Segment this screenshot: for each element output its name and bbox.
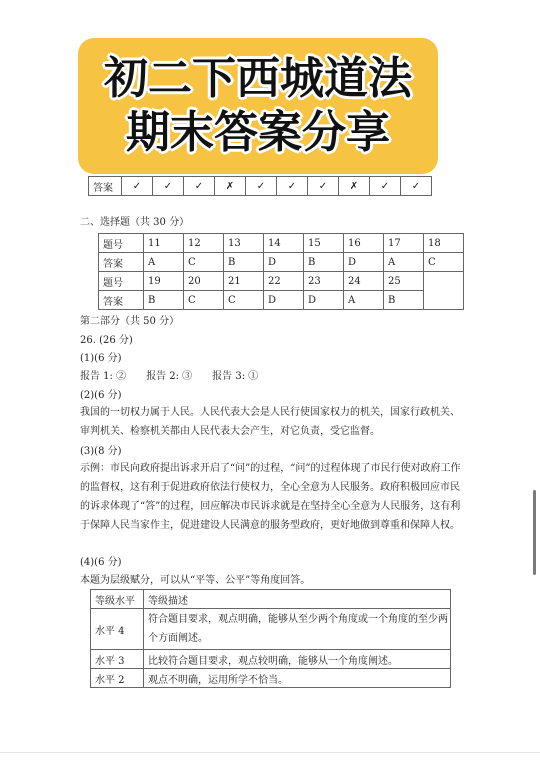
- judge-answer-table: [88, 176, 432, 196]
- report-answers: 报告 1: ② 报告 2: ③ 报告 3: ①: [80, 371, 259, 382]
- answer-paragraph: 我国的一切权力属于人民。人民代表大会是人民行使国家权力的机关，国家行政机关、审判机关、检察机关都由人民代表大会产生，对它负责，受它监督。: [80, 407, 460, 437]
- question-heading: 26. (26 分): [80, 335, 133, 346]
- table-cell: ✓: [153, 177, 184, 196]
- table-cell: C: [424, 253, 464, 272]
- table-cell: ✗: [339, 177, 370, 196]
- table-cell: 11: [144, 234, 184, 253]
- table-row: [91, 609, 451, 650]
- table-cell: 21: [224, 272, 264, 291]
- table-cell: C: [184, 253, 224, 272]
- table-cell: B: [224, 253, 264, 272]
- choice-answer-table: [98, 233, 464, 310]
- table-cell: 水平 2: [91, 669, 144, 688]
- table-cell: A: [384, 253, 424, 272]
- table-row: [89, 177, 432, 196]
- table-cell: D: [264, 291, 304, 310]
- banner-title-line2: 期末答案分享: [126, 107, 390, 158]
- table-cell: D: [344, 253, 384, 272]
- table-cell: ✓: [308, 177, 339, 196]
- table-cell: C: [184, 291, 224, 310]
- table-cell: 14: [264, 234, 304, 253]
- table-cell: 20: [184, 272, 224, 291]
- table-cell: B: [304, 253, 344, 272]
- table-cell: 答案: [89, 177, 122, 196]
- subquestion-heading: (1)(6 分): [80, 353, 122, 364]
- table-cell: 23: [304, 272, 344, 291]
- table-cell: B: [144, 291, 184, 310]
- table-cell: ✓: [246, 177, 277, 196]
- table-row: [99, 291, 464, 310]
- table-row: [91, 669, 451, 688]
- answer-intro: 本题为层级赋分，可以从“平等、公平”等角度回答。: [80, 575, 311, 586]
- table-cell: 水平 3: [91, 650, 144, 669]
- table-cell: ✓: [122, 177, 153, 196]
- table-cell: 22: [264, 272, 304, 291]
- table-cell: C: [224, 291, 264, 310]
- scrollbar-thumb[interactable]: [533, 490, 536, 575]
- table-cell: 19: [144, 272, 184, 291]
- table-cell: 等级描述: [144, 590, 451, 609]
- title-banner: [78, 38, 438, 174]
- table-cell: ✗: [215, 177, 246, 196]
- table-cell: 题号: [99, 272, 144, 291]
- table-cell: B: [384, 291, 424, 310]
- table-cell: 16: [344, 234, 384, 253]
- table-cell: 比较符合题目要求，观点较明确，能够从一个角度阐述。: [144, 650, 451, 669]
- table-cell: A: [144, 253, 184, 272]
- table-cell: D: [304, 291, 344, 310]
- table-cell: 等级水平: [91, 590, 144, 609]
- table-row: [99, 253, 464, 272]
- subquestion-heading: (3)(8 分): [80, 446, 122, 457]
- subquestion-heading: (4)(6 分): [80, 557, 122, 568]
- table-cell: 17: [384, 234, 424, 253]
- table-cell: 题号: [99, 234, 144, 253]
- table-cell: 13: [224, 234, 264, 253]
- table-cell: 观点不明确，运用所学不恰当。: [144, 669, 451, 688]
- table-cell: 水平 4: [91, 609, 144, 650]
- table-cell: A: [344, 291, 384, 310]
- table-cell: 12: [184, 234, 224, 253]
- part-title: 第二部分（共 50 分）: [80, 316, 180, 327]
- table-cell: 25: [384, 272, 424, 291]
- table-row: [91, 590, 451, 609]
- section-title: 二、选择题（共 30 分）: [80, 217, 190, 228]
- table-cell: 18: [424, 234, 464, 253]
- table-cell: D: [264, 253, 304, 272]
- divider: [0, 752, 540, 753]
- table-row: [99, 272, 464, 291]
- table-cell: 答案: [99, 291, 144, 310]
- level-scoring-table: [90, 589, 451, 688]
- table-cell-empty: [424, 272, 464, 310]
- table-cell: ✓: [401, 177, 432, 196]
- table-cell: 符合题目要求，观点明确，能够从至少两个角度或一个角度的至少两个方面阐述。: [144, 609, 451, 650]
- table-cell: ✓: [370, 177, 401, 196]
- table-row: [91, 650, 451, 669]
- table-row: [99, 234, 464, 253]
- banner-title-line1: 初二下西城道法: [104, 53, 412, 104]
- table-cell: 24: [344, 272, 384, 291]
- answer-paragraph: 示例：市民向政府提出诉求开启了“问”的过程，“问”的过程体现了市民行使对政府工作的监督权，这有利于促进政府依法行使权力，全心全意为人民服务。政府积极回应市民的诉求体现了“答”的过程，回应解决市民诉求就是在坚持全心全意为人民服务，这有利于保障人民当家作主，促进建设人民满意的服务型政府，更好地做到尊重和保障人权。: [80, 463, 461, 531]
- subquestion-heading: (2)(6 分): [80, 390, 122, 401]
- table-cell: 答案: [99, 253, 144, 272]
- table-cell: 15: [304, 234, 344, 253]
- table-cell: ✓: [277, 177, 308, 196]
- table-cell: ✓: [184, 177, 215, 196]
